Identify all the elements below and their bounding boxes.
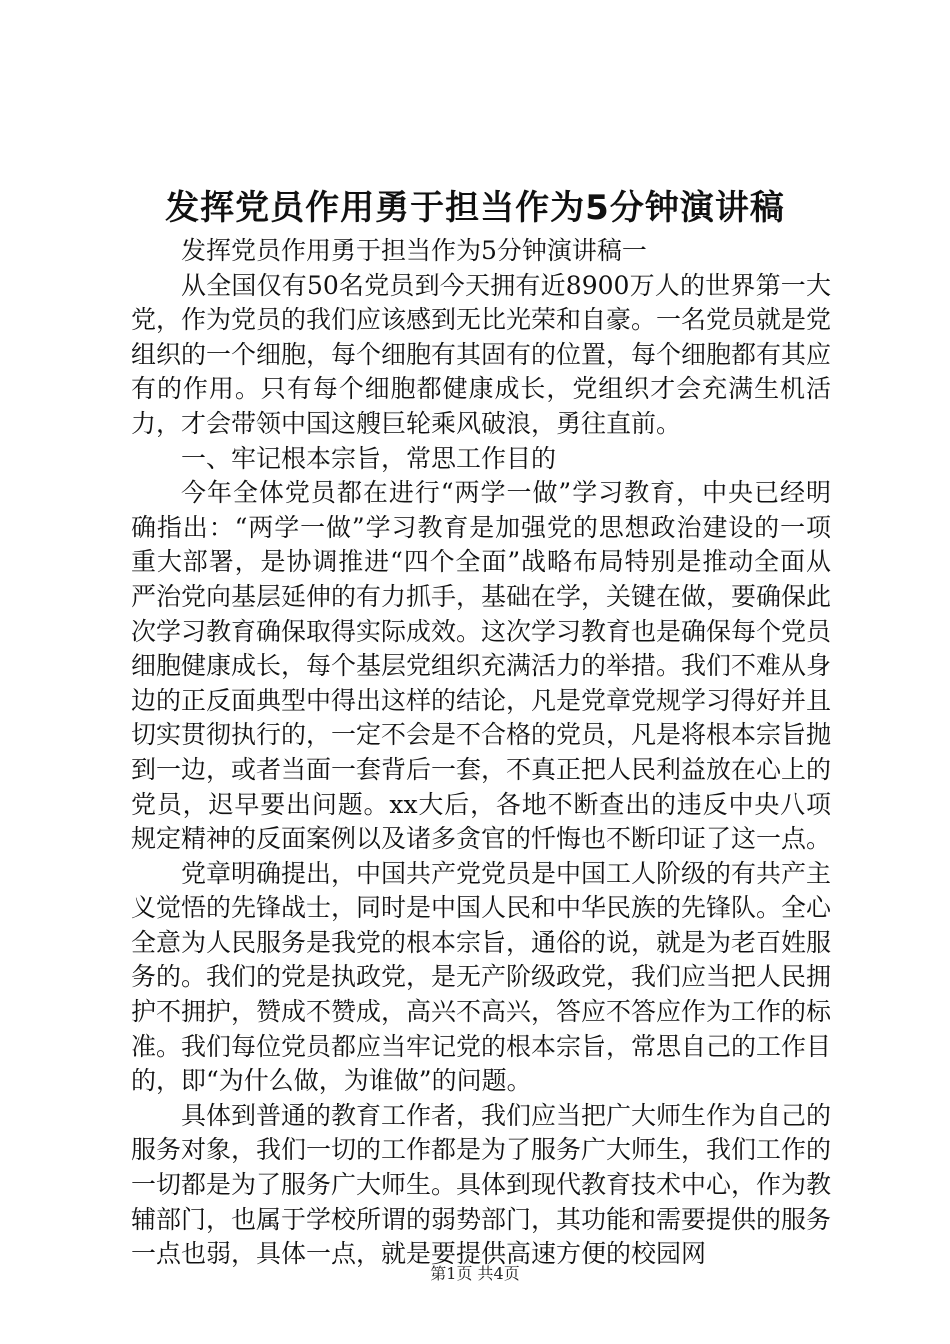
body-paragraph: 具体到普通的教育工作者，我们应当把广大师生作为自己的服务对象，我们一切的工作都是为了服务广大师生，我们工作的一切都是为了服务广大师生。具体到现代教育技术中心，作为教辅部门，也属于学校所谓的弱势部门，其功能和需要提供的服务一点也弱，具体一点，就是要提供高速方便的校园网 — [131, 1100, 832, 1269]
page-number-footer: 第1页 共4页 — [430, 1264, 520, 1283]
document-body — [131, 234, 831, 1272]
page-title: 发挥党员作用勇于担当作为5分钟演讲稿 — [165, 188, 785, 228]
body-paragraph: 今年全体党员都在进行“两学一做”学习教育，中央已经明确指出：“两学一做”学习教育是加强党的思想政治建设的一项重大部署，是协调推进“四个全面”战略布局特别是推动全面从严治党向基层延伸的有力抓手，基础在学，关键在做，要确保此次学习教育确保取得实际成效。这次学习教育也是确保每个党员细胞健康成长，每个基层党组织充满活力的举措。我们不难从身边的正反面典型中得出这样的结论，凡是党章党规学习得好并且切实贯彻执行的，一定不会是不合格的党员，凡是将根本宗旨抛到一边，或者当面一套背后一套，不真正把人民利益放在心上的党员，迟早要出问题。xx大后，各地不断查出的违反中央八项规定精神的反面案例以及诸多贪官的忏悔也不断印证了这一点。 — [131, 478, 832, 854]
subtitle-paragraph: 发挥党员作用勇于担当作为5分钟演讲稿一 — [181, 236, 647, 265]
body-paragraph: 从全国仅有50名党员到今天拥有近8900万人的世界第一大党，作为党员的我们应该感到无比光荣和自豪。一名党员就是党组织的一个细胞，每个细胞有其固有的位置，每个细胞都有其应有的作用。只有每个细胞都健康成长，党组织才会充满生机活力，才会带领中国这艘巨轮乘风破浪，勇往直前。 — [131, 270, 832, 438]
body-paragraph: 党章明确提出，中国共产党党员是中国工人阶级的有共产主义觉悟的先锋战士，同时是中国人民和中华民族的先锋队。全心全意为人民服务是我党的根本宗旨，通俗的说，就是为老百姓服务的。我们的党是执政党，是无产阶级政党，我们应当把人民拥护不拥护，赞成不赞成，高兴不高兴，答应不答应作为工作的标准。我们每位党员都应当牢记党的根本宗旨，常思自己的工作目的，即“为什么做，为谁做”的问题。 — [131, 858, 832, 1096]
section-heading: 一、牢记根本宗旨，常思工作目的 — [181, 443, 557, 473]
